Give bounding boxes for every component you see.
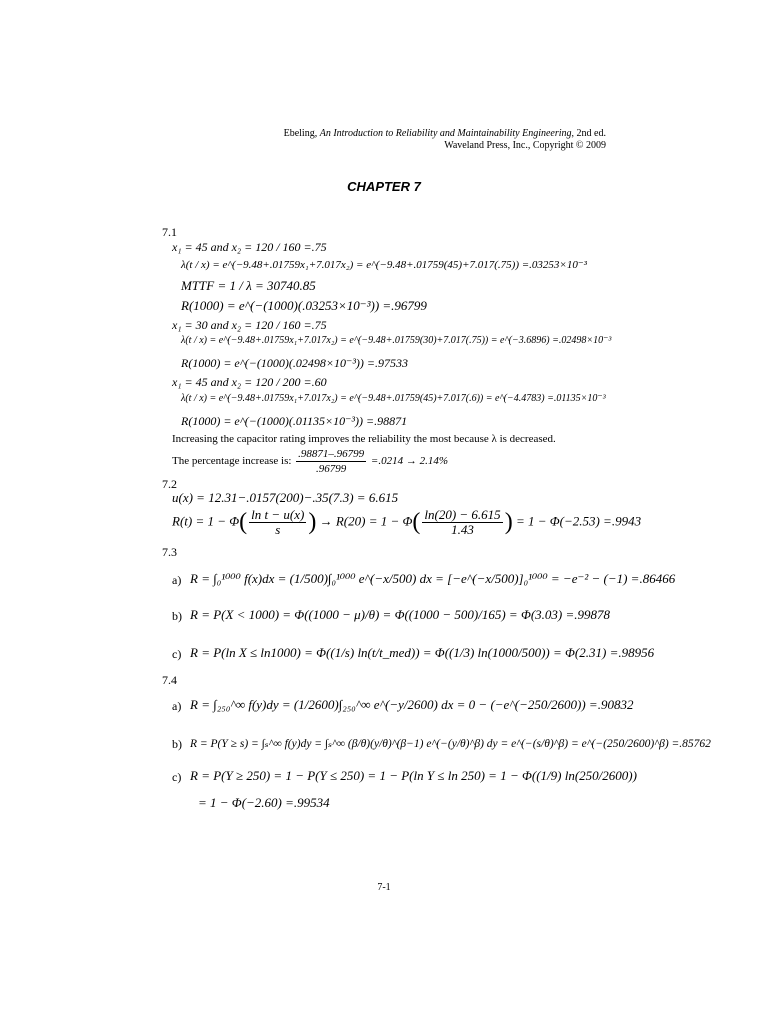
fraction-denominator: .96799 (316, 463, 347, 475)
problem-7-4-label: 7.4 (162, 673, 177, 687)
eq-7-1-3: MTTF = 1 / λ = 30740.85 (181, 278, 316, 293)
part-a-label: a) (172, 573, 182, 587)
eq-7-3-b: R = P(X < 1000) = Φ((1000 − μ)/θ) = Φ((1000 − 500)/165) = Φ(3.03) =.99878 (190, 607, 611, 622)
eq-7-4-c-2: = 1 − Φ(−2.60) =.99534 (198, 795, 330, 810)
eq-7-1-10: R(1000) = e^(−(1000)(.01135×10⁻³)) =.98871 (181, 414, 408, 428)
problem-7-2-label: 7.2 (162, 477, 177, 491)
eq-7-4-b: R = P(Y ≥ s) = ∫ₛ^∞ f(y)dy = ∫ₛ^∞ (β/θ)(y/θ)^(β−1) e^(−(y/θ)^β) dy = e^(−(s/θ)^β) = e^(−(250/2600)^β) =.85762 (190, 738, 711, 750)
reliability-result: = 1 − Φ(−2.53) =.9943 (515, 513, 642, 529)
reliability-at-20: → R(20) = 1 − Φ (319, 513, 413, 529)
citation-line-1: Ebeling, An Introduction to Reliability and Maintainability Engineering, 2nd ed. (283, 128, 606, 139)
numerator-specific: ln(20) − 6.615 (424, 507, 501, 522)
fraction-numerator: .98871–.96799 (298, 448, 365, 460)
conclusion-text: Increasing the capacitor rating improves the reliability the most because λ is decreased. (172, 433, 556, 445)
problem-7-3-label: 7.3 (162, 545, 177, 559)
percentage-increase (172, 447, 448, 476)
denominator-general: s (275, 522, 281, 537)
part-c-label: c) (172, 647, 182, 661)
percentage-fraction (296, 447, 366, 476)
eq-7-3-a: R = ∫₀¹⁰⁰⁰ f(x)dx = (1/500)∫₀¹⁰⁰⁰ e^(−x/500) dx = [−e^(−x/500)]₀¹⁰⁰⁰ = −e⁻² − (−1) =.86466 (190, 571, 676, 586)
part-c-label: c) (172, 770, 182, 784)
chapter-title: CHAPTER 7 (347, 179, 421, 194)
eq-7-4-c-1: R = P(Y ≥ 250) = 1 − P(Y ≤ 250) = 1 − P(ln Y ≤ ln 250) = 1 − Φ((1/9) ln(250/2600)) (190, 768, 637, 783)
page-number: 7-1 (377, 882, 391, 893)
eq-7-3-c: R = P(ln X ≤ ln1000) = Φ((1/s) ln(t/t_med)) = Φ((1/3) ln(1000/500)) = Φ(2.31) =.98956 (190, 645, 655, 660)
part-b-label: b) (172, 737, 182, 751)
reliability-function: R(t) = 1 − Φ (172, 513, 240, 529)
eq-7-1-4: R(1000) = e^(−(1000)(.03253×10⁻³)) =.96799 (181, 298, 427, 313)
eq-7-1-9: λ(t / x) = e^(−9.48+.01759x₁+7.017x₂) = e^(−9.48+.01759(45)+7.017(.6)) = e^(−4.4783) =.01135×10⁻³ (181, 393, 606, 404)
eq-7-1-2: λ(t / x) = e^(−9.48+.01759x₁+7.017x₂) = e^(−9.48+.01759(45)+7.017(.75)) =.03253×10⁻³ (181, 259, 587, 271)
denominator-specific: 1.43 (451, 522, 474, 537)
eq-7-2-2: R(t) = 1 − Φ( $\frac{\text{ln t − u(x)}}{s}$ ) → R(20) = 1 − Φ( $\frac{\ln(20) - 6.615}{1.43}$ ) = 1 − Φ(−2.53) =.9943 (172, 507, 642, 537)
citation-line-2: Waveland Press, Inc., Copyright © 2009 (444, 140, 606, 151)
fraction-general (249, 508, 306, 537)
eq-7-1-7: R(1000) = e^(−(1000)(.02498×10⁻³)) =.97533 (181, 356, 409, 370)
eq-7-2-1: u(x) = 12.31−.0157(200)−.35(7.3) = 6.615 (172, 490, 399, 505)
numerator-general: ln t − u(x) (251, 507, 305, 522)
percentage-result: =.0214 → 2.14% (370, 455, 448, 468)
problem-7-1-label: 7.1 (162, 225, 177, 239)
eq-7-1-6: λ(t / x) = e^(−9.48+.01759x₁+7.017x₂) = e^(−9.48+.01759(30)+7.017(.75)) = e^(−3.6896) =.02498×10⁻³ (181, 335, 612, 346)
eq-7-4-a: R = ∫₂₅₀^∞ f(y)dy = (1/2600)∫₂₅₀^∞ e^(−y/2600) dx = 0 − (−e^(−250/2600)) =.90832 (190, 697, 634, 712)
percentage-label: The percentage increase is: (172, 455, 292, 468)
eq-7-1-1: x₁ = 45 and x₂ = 120 / 160 =.75 (172, 240, 327, 254)
eq-7-1-8: x₁ = 45 and x₂ = 120 / 200 =.60 (172, 375, 327, 389)
eq-7-1-5: x₁ = 30 and x₂ = 120 / 160 =.75 (172, 318, 327, 332)
part-a-label: a) (172, 699, 182, 713)
fraction-specific (422, 508, 502, 537)
part-b-label: b) (172, 609, 182, 623)
